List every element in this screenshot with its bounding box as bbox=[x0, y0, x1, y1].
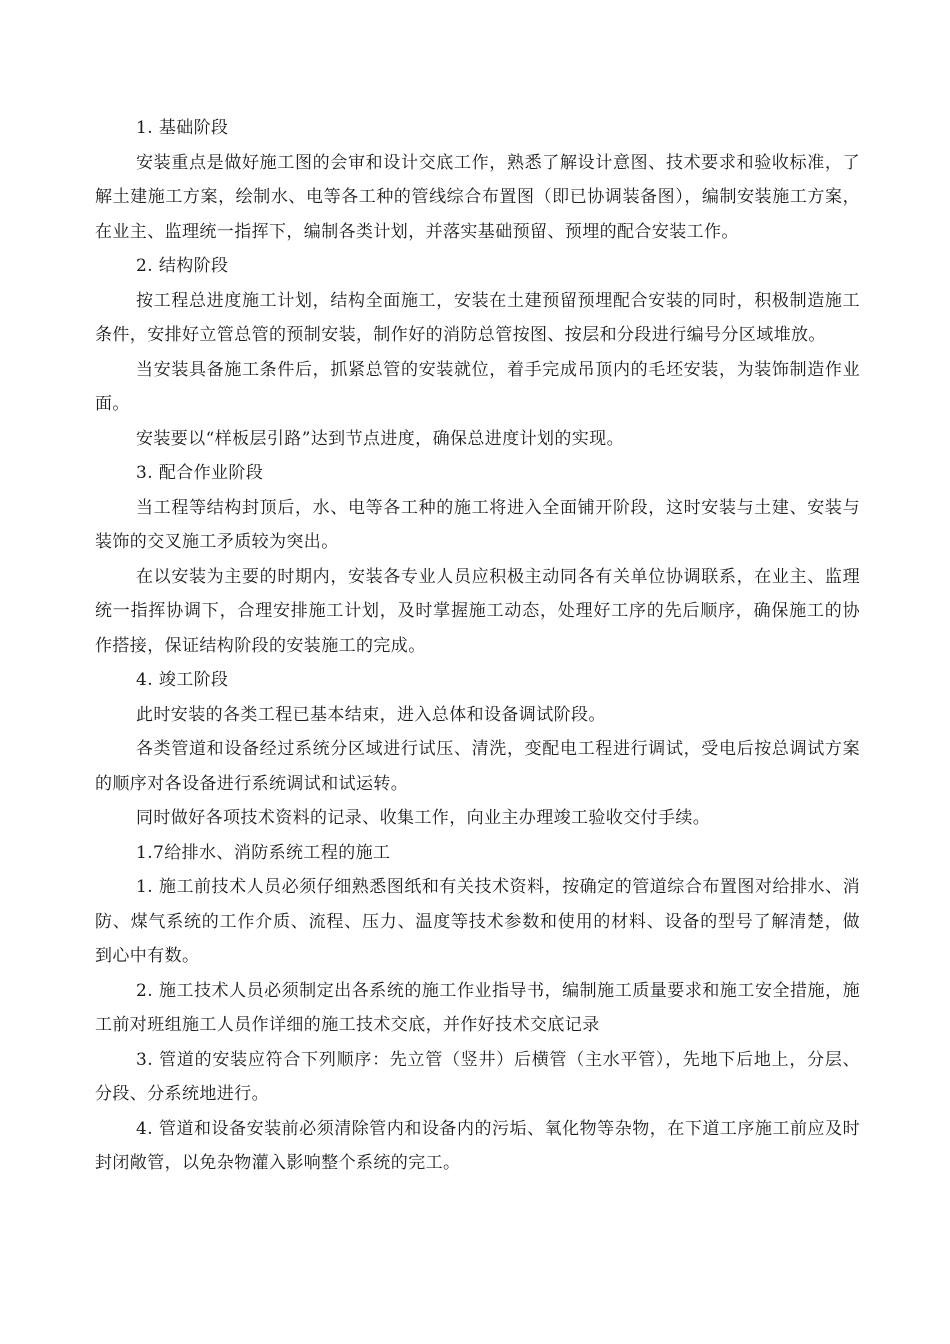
numbered-item: 4. 管道和设备安装前必须清除管内和设备内的污垢、氧化物等杂物，在下道工序施工前应及时封闭敞管，以免杂物灌入影响整个系统的完工。 bbox=[95, 1118, 860, 1173]
paragraph: 安装要以“样板层引路”达到节点进度，确保总进度计划的实现。 bbox=[136, 428, 624, 449]
paragraph: 当工程等结构封顶后，水、电等各工种的施工将进入全面铺开阶段，这时安装与土建、安装与装饰的交叉施工矛质较为突出。 bbox=[95, 497, 860, 552]
document-body bbox=[95, 111, 860, 1181]
paragraph: 按工程总进度施工计划，结构全面施工，安装在土建预留预埋配合安装的同时，积极制造施工条件，安排好立管总管的预制安装，制作好的消防总管按图、按层和分段进行编号分区域堆放。 bbox=[95, 290, 860, 345]
paragraph: 同时做好各项技术资料的记录、收集工作，向业主办理竣工验收交付手续。 bbox=[136, 808, 711, 828]
paragraph: 各类管道和设备经过系统分区域进行试压、清洗，变配电工程进行调试，受电后按总调试方案的顺序对各设备进行系统调试和试运转。 bbox=[95, 739, 860, 794]
section-heading-coordination: 3. 配合作业阶段 bbox=[136, 463, 264, 483]
paragraph: 此时安装的各类工程已基本结束，进入总体和设备调试阶段。 bbox=[136, 704, 606, 725]
section-heading-foundation: 1. 基础阶段 bbox=[136, 118, 229, 138]
paragraph: 当安装具备施工条件后，抓紧总管的安装就位，着手完成吊顶内的毛坯安装，为装饰制造作业面。 bbox=[95, 359, 860, 414]
paragraph: 在以安装为主要的时期内，安装各专业人员应积极主动同各有关单位协调联系，在业主、监理统一指挥协调下，合理安排施工计划，及时掌握施工动态，处理好工序的先后顺序，确保施工的协作搭接，保证结构阶段的安装施工的完成。 bbox=[95, 566, 860, 656]
section-heading-structure: 2. 结构阶段 bbox=[136, 256, 229, 276]
numbered-item: 2. 施工技术人员必须制定出各系统的施工作业指导书，编制施工质量要求和施工安全措施，施工前对班组施工人员作详细的施工技术交底，并作好技术交底记录 bbox=[95, 980, 860, 1035]
numbered-item: 3. 管道的安装应符合下列顺序：先立管（竖井）后横管（主水平管），先地下后地上，分层、分段、分系统地进行。 bbox=[95, 1049, 860, 1104]
section-heading-water-fire: 1.7给排水、消防系统工程的施工 bbox=[136, 842, 391, 863]
paragraph: 安装重点是做好施工图的会审和设计交底工作，熟悉了解设计意图、技术要求和验收标准，了解土建施工方案，绘制水、电等各工种的管线综合布置图（即已协调装备图），编制安装施工方案，在业主、监理统一指挥下，编制各类计划，并落实基础预留、预埋的配合安装工作。 bbox=[95, 152, 860, 242]
numbered-item: 1. 施工前技术人员必须仔细熟悉图纸和有关技术资料，按确定的管道综合布置图对给排水、消防、煤气系统的工作介质、流程、压力、温度等技术参数和使用的材料、设备的型号了解清楚，做到心中有数。 bbox=[95, 877, 860, 966]
section-heading-completion: 4. 竣工阶段 bbox=[136, 670, 229, 690]
